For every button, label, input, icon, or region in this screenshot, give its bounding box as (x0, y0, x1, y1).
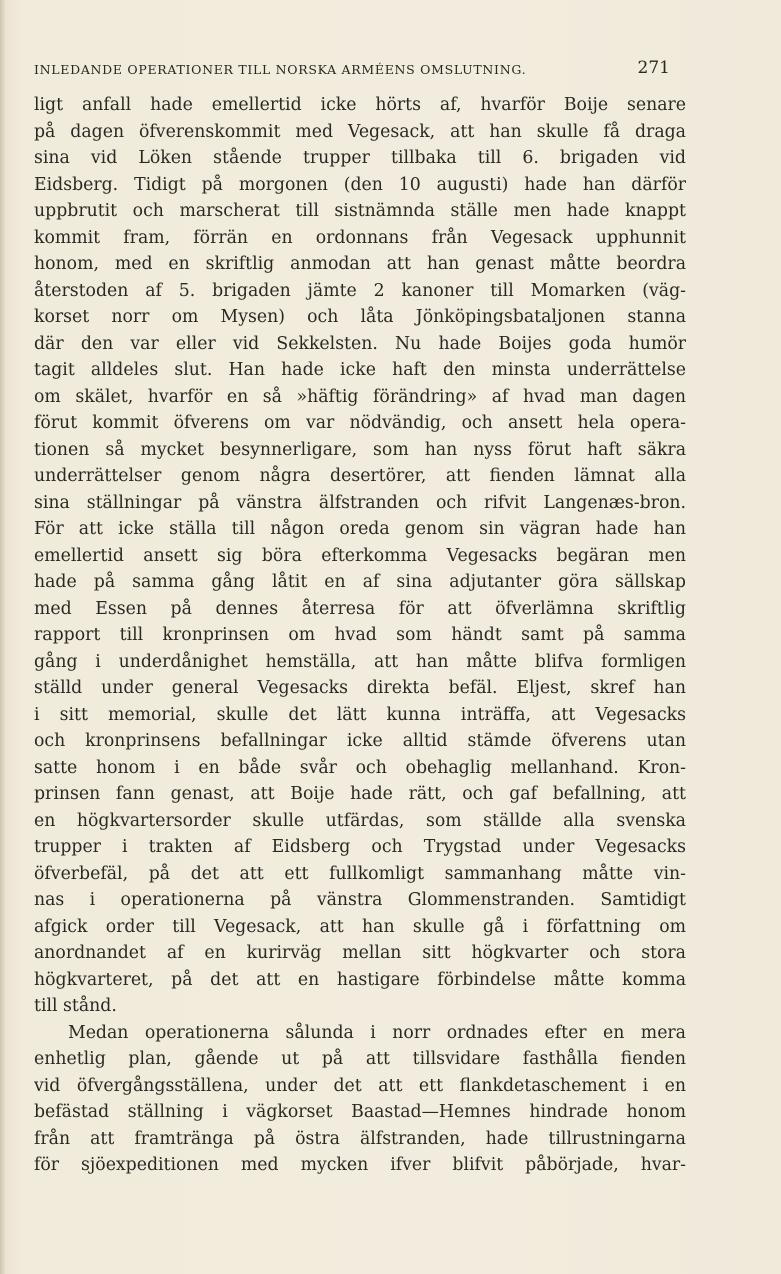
text-line: gång i underdånighet hemställa, att han måtte blifva formligen (34, 651, 686, 672)
text-line: med Essen på dennes återresa för att öfverlämna skriftlig (34, 598, 686, 619)
text-line: sina ställningar på vänstra älfstranden och rifvit Langenæs-bron. (34, 492, 686, 513)
text-line: på dagen öfverenskommit med Vegesack, att han skulle få draga (34, 121, 686, 142)
text-line: satte honom i en både svår och obehaglig mellanhand. Kron- (34, 757, 686, 778)
text-line: uppbrutit och marscherat till sistnämnda ställe men hade knappt (34, 201, 686, 221)
text-line: nas i operationerna på vänstra Glommenstranden. Samtidigt (34, 890, 686, 910)
text-line: högkvarteret, på det att en hastigare förbindelse måtte komma (34, 969, 686, 990)
text-line: afgick order till Vegesack, att han skulle gå i författning om (34, 916, 686, 937)
text-line: ställd under general Vegesacks direkta befäl. Eljest, skref han (34, 678, 686, 698)
text-line: öfverbefäl, på det att ett fullkomligt sammanhang måtte vin- (34, 863, 686, 884)
body-text (34, 92, 686, 1179)
text-line: emellertid ansett sig böra efterkomma Vegesacks begäran men (34, 545, 686, 566)
text-line: där den var eller vid Sekkelsten. Nu hade Boijes goda humör (34, 333, 686, 354)
text-line: tagit alldeles slut. Han hade icke haft den minsta underrättelse (34, 360, 686, 380)
text-line: tionen så mycket besynnerligare, som han nyss förut haft säkra (34, 439, 686, 460)
page-spine-shadow (0, 0, 5, 1274)
text-line: prinsen fann genast, att Boije hade rätt, och gaf befallning, att (34, 784, 686, 804)
text-line: en högkvartersorder skulle utfärdas, som ställde alla svenska (34, 810, 686, 831)
text-line: Eidsberg. Tidigt på morgonen (den 10 augusti) hade han därför (34, 174, 686, 195)
text-line: trupper i trakten af Eidsberg och Trygstad under Vegesacks (34, 837, 686, 857)
text-line: ligt anfall hade emellertid icke hörts af, hvarför Boije senare (34, 95, 686, 115)
text-line: hade på samma gång låtit en af sina adjutanter göra sällskap (34, 572, 686, 592)
text-line: återstoden af 5. brigaden jämte 2 kanoner till Momarken (väg- (34, 280, 686, 301)
paragraph-start-line: Medan operationerna sålunda i norr ordnades efter en mera (68, 1022, 686, 1043)
running-title: INLEDANDE OPERATIONER TILL NORSKA ARMÉENS OMSLUTNING. (34, 62, 527, 77)
text-line: honom, med en skriftlig anmodan att han genast måtte beordra (34, 254, 686, 274)
text-line: och kronprinsens befallningar icke alltid stämde öfverens utan (34, 731, 686, 751)
text-line: sina vid Löken stående trupper tillbaka till 6. brigaden vid (34, 148, 686, 168)
text-line: för sjöexpeditionen med mycken ifver blifvit påbörjade, hvar- (34, 1155, 686, 1175)
page-number: 271 (637, 58, 670, 78)
text-line: om skälet, hvarför en så »häftig förändring» af hvad man dagen (34, 386, 686, 407)
text-line: korset norr om Mysen) och låta Jönköpingsbataljonen stanna (34, 307, 686, 327)
text-line: i sitt memorial, skulle det lätt kunna inträffa, att Vegesacks (34, 704, 686, 725)
page-header (34, 58, 670, 82)
text-line: underrättelser genom några desertörer, att fienden lämnat alla (34, 466, 686, 486)
paragraph-end-line: till stånd. (34, 996, 117, 1016)
text-line: För att icke ställa till någon oreda genom sin vägran hade han (34, 519, 686, 539)
text-line: anordnandet af en kurirväg mellan sitt högkvarter och stora (34, 943, 686, 963)
text-line: vid öfvergångsställena, under det att ett flankdetaschement i en (34, 1075, 686, 1096)
text-line: förut kommit öfverens om var nödvändig, och ansett hela opera- (34, 413, 686, 433)
text-line: kommit fram, förrän en ordonnans från Vegesack upphunnit (34, 227, 686, 248)
text-line: från att framtränga på östra älfstranden, hade tillrustningarna (34, 1128, 686, 1149)
text-line: enhetlig plan, gående ut på att tillsvidare fasthålla fienden (34, 1049, 686, 1069)
text-line: rapport till kronprinsen om hvad som händt samt på samma (34, 625, 686, 645)
text-line: befästad ställning i vägkorset Baastad—Hemnes hindrade honom (34, 1102, 686, 1122)
